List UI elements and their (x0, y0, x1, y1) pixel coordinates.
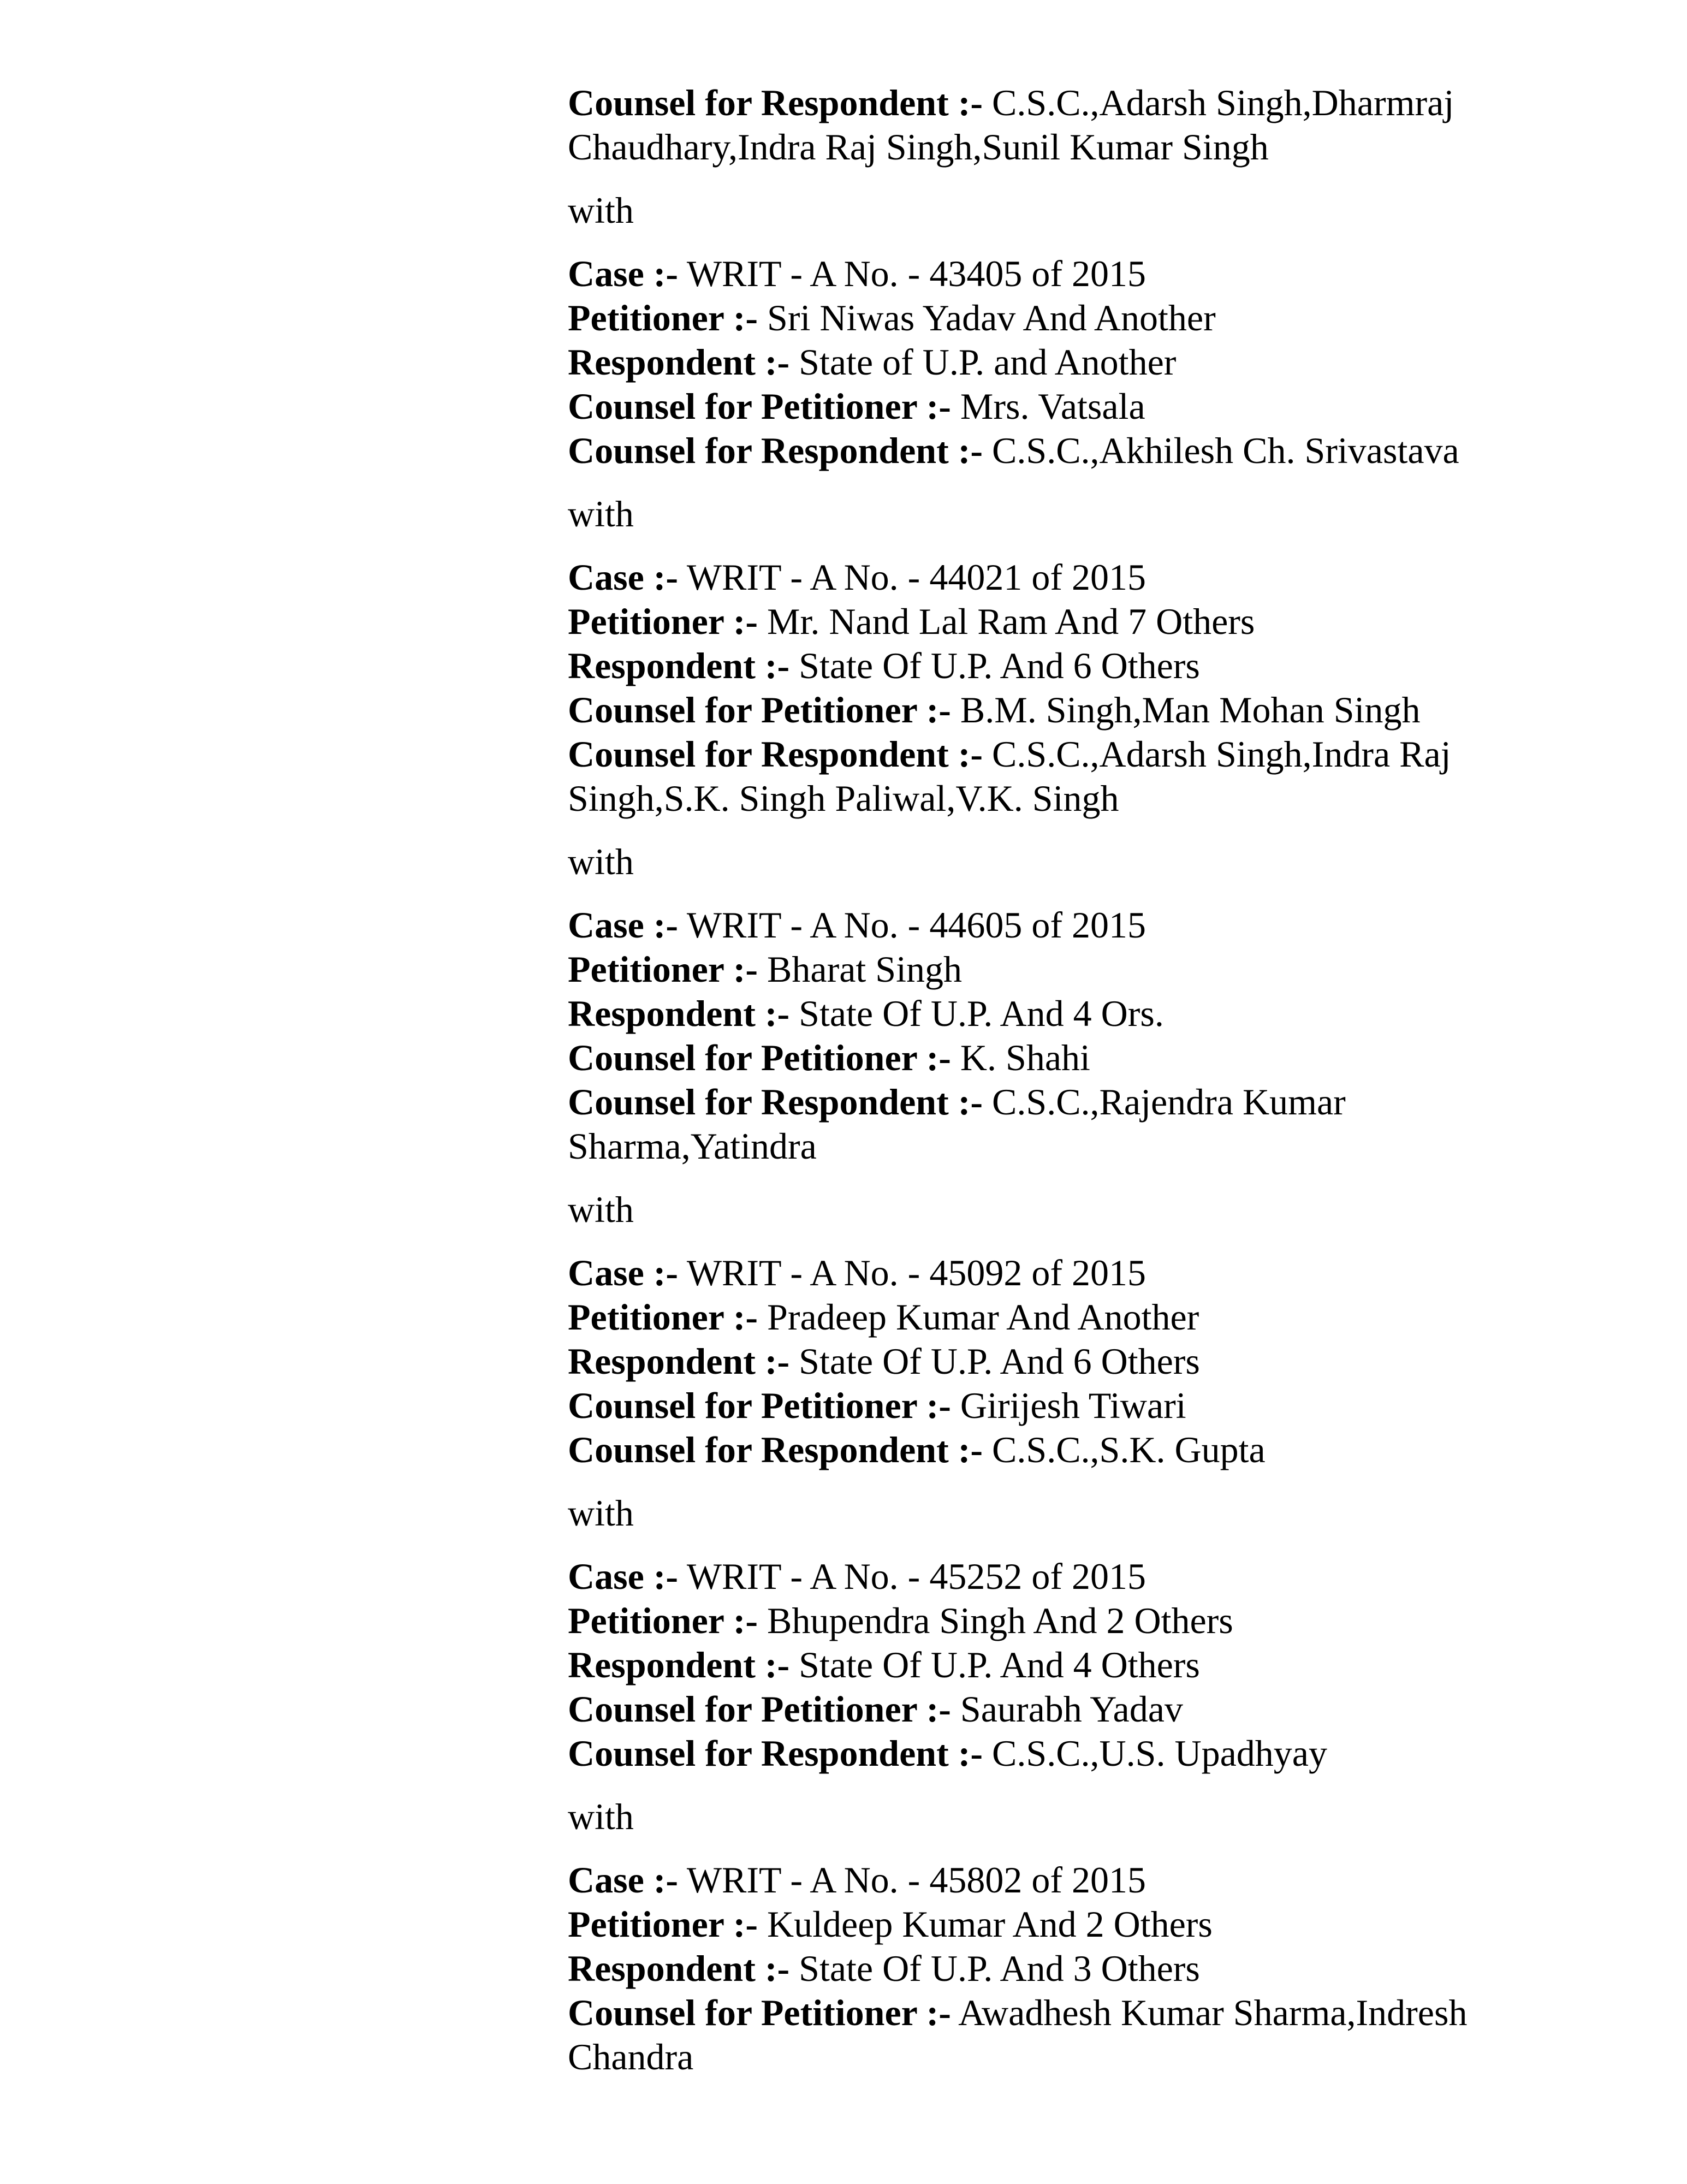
case-label: Case :- (568, 1252, 679, 1293)
counsel-petitioner-value: Awadhesh Kumar Sharma,Indresh Chandra (568, 1992, 1468, 2078)
petitioner-line (568, 947, 1540, 992)
respondent-label: Respondent :- (568, 1948, 790, 1989)
counsel-petitioner-value: Saurabh Yadav (960, 1688, 1183, 1730)
case-number: WRIT - A No. - 45252 of 2015 (686, 1556, 1146, 1597)
counsel-petitioner-line (568, 1687, 1540, 1731)
counsel-respondent-line (568, 81, 1540, 169)
respondent-line (568, 1946, 1540, 1991)
respondent-label: Respondent :- (568, 645, 790, 686)
case-number: WRIT - A No. - 43405 of 2015 (686, 253, 1146, 294)
respondent-line (568, 644, 1540, 688)
respondent-label: Respondent :- (568, 341, 790, 383)
petitioner-value: Sri Niwas Yadav And Another (767, 297, 1216, 339)
counsel-petitioner-label: Counsel for Petitioner :- (568, 385, 951, 427)
respondent-value: State Of U.P. And 4 Ors. (799, 993, 1164, 1034)
counsel-respondent-value: C.S.C.,Adarsh Singh,Dharmraj Chaudhary,Indra Raj Singh,Sunil Kumar Singh (568, 82, 1454, 168)
petitioner-value: Pradeep Kumar And Another (767, 1296, 1199, 1338)
counsel-petitioner-value: Girijesh Tiwari (960, 1385, 1186, 1426)
respondent-value: State Of U.P. And 3 Others (799, 1948, 1200, 1989)
counsel-petitioner-label: Counsel for Petitioner :- (568, 1992, 951, 2033)
with-separator: with (568, 841, 634, 882)
counsel-petitioner-value: Mrs. Vatsala (960, 385, 1145, 427)
case-label: Case :- (568, 556, 679, 598)
counsel-petitioner-line (568, 1384, 1540, 1428)
counsel-petitioner-line (568, 384, 1540, 429)
respondent-value: State Of U.P. And 4 Others (799, 1644, 1200, 1686)
counsel-respondent-value: C.S.C.,Rajendra Kumar Sharma,Yatindra (568, 1081, 1346, 1167)
counsel-respondent-label: Counsel for Respondent :- (568, 1081, 983, 1123)
case-label: Case :- (568, 253, 679, 294)
counsel-respondent-line (568, 732, 1540, 821)
counsel-respondent-value: C.S.C.,Akhilesh Ch. Srivastava (992, 430, 1459, 471)
petitioner-label: Petitioner :- (568, 601, 758, 642)
counsel-petitioner-label: Counsel for Petitioner :- (568, 1385, 951, 1426)
petitioner-value: Bharat Singh (767, 948, 963, 990)
respondent-value: State Of U.P. And 6 Others (799, 645, 1200, 686)
counsel-petitioner-value: K. Shahi (960, 1037, 1090, 1078)
case-number: WRIT - A No. - 44605 of 2015 (686, 904, 1146, 946)
petitioner-line (568, 1599, 1540, 1643)
petitioner-label: Petitioner :- (568, 1903, 758, 1945)
counsel-respondent-line (568, 429, 1540, 473)
counsel-petitioner-label: Counsel for Petitioner :- (568, 1037, 951, 1078)
petitioner-line (568, 1902, 1540, 1946)
counsel-respondent-value: C.S.C.,S.K. Gupta (992, 1429, 1266, 1470)
case-number: WRIT - A No. - 45802 of 2015 (686, 1859, 1146, 1901)
case-line (568, 1858, 1540, 1902)
respondent-line (568, 992, 1540, 1036)
counsel-respondent-label: Counsel for Respondent :- (568, 1732, 983, 1774)
counsel-respondent-label: Counsel for Respondent :- (568, 733, 983, 775)
counsel-petitioner-line (568, 1991, 1540, 2079)
case-label: Case :- (568, 1556, 679, 1597)
case-block (568, 1251, 1540, 1472)
counsel-petitioner-line (568, 1036, 1540, 1080)
respondent-label: Respondent :- (568, 1340, 790, 1382)
counsel-respondent-value: C.S.C.,Adarsh Singh,Indra Raj Singh,S.K. Singh Paliwal,V.K. Singh (568, 733, 1451, 819)
petitioner-label: Petitioner :- (568, 297, 758, 339)
petitioner-value: Mr. Nand Lal Ram And 7 Others (767, 601, 1255, 642)
respondent-line (568, 1643, 1540, 1687)
petitioner-label: Petitioner :- (568, 1600, 758, 1641)
petitioner-value: Bhupendra Singh And 2 Others (767, 1600, 1233, 1641)
case-label: Case :- (568, 1859, 679, 1901)
case-number: WRIT - A No. - 44021 of 2015 (686, 556, 1146, 598)
with-separator: with (568, 189, 634, 231)
petitioner-line (568, 600, 1540, 644)
case-block (568, 555, 1540, 821)
petitioner-label: Petitioner :- (568, 1296, 758, 1338)
counsel-respondent-line (568, 1080, 1540, 1168)
counsel-petitioner-label: Counsel for Petitioner :- (568, 1688, 951, 1730)
case-line (568, 555, 1540, 600)
case-number: WRIT - A No. - 45092 of 2015 (686, 1252, 1146, 1293)
case-block-continued (568, 81, 1540, 169)
respondent-label: Respondent :- (568, 1644, 790, 1686)
petitioner-value: Kuldeep Kumar And 2 Others (767, 1903, 1213, 1945)
petitioner-line (568, 296, 1540, 340)
case-line (568, 903, 1540, 947)
counsel-respondent-line (568, 1428, 1540, 1472)
case-line (568, 252, 1540, 296)
counsel-petitioner-line (568, 688, 1540, 732)
case-block (568, 1554, 1540, 1776)
petitioner-label: Petitioner :- (568, 948, 758, 990)
case-block (568, 1858, 1540, 2079)
respondent-line (568, 340, 1540, 384)
respondent-label: Respondent :- (568, 993, 790, 1034)
case-line (568, 1554, 1540, 1599)
respondent-value: State of U.P. and Another (799, 341, 1177, 383)
counsel-respondent-label: Counsel for Respondent :- (568, 82, 983, 123)
counsel-respondent-label: Counsel for Respondent :- (568, 1429, 983, 1470)
respondent-value: State Of U.P. And 6 Others (799, 1340, 1200, 1382)
counsel-respondent-label: Counsel for Respondent :- (568, 430, 983, 471)
case-label: Case :- (568, 904, 679, 946)
counsel-petitioner-value: B.M. Singh,Man Mohan Singh (960, 689, 1421, 731)
document-body (568, 81, 1540, 2079)
case-line (568, 1251, 1540, 1295)
respondent-line (568, 1339, 1540, 1384)
case-block (568, 903, 1540, 1168)
with-separator: with (568, 1189, 634, 1230)
counsel-petitioner-label: Counsel for Petitioner :- (568, 689, 951, 731)
counsel-respondent-value: C.S.C.,U.S. Upadhyay (992, 1732, 1327, 1774)
case-block (568, 252, 1540, 473)
petitioner-line (568, 1295, 1540, 1339)
with-separator: with (568, 1796, 634, 1837)
with-separator: with (568, 493, 634, 535)
with-separator: with (568, 1492, 634, 1534)
counsel-respondent-line (568, 1731, 1540, 1776)
